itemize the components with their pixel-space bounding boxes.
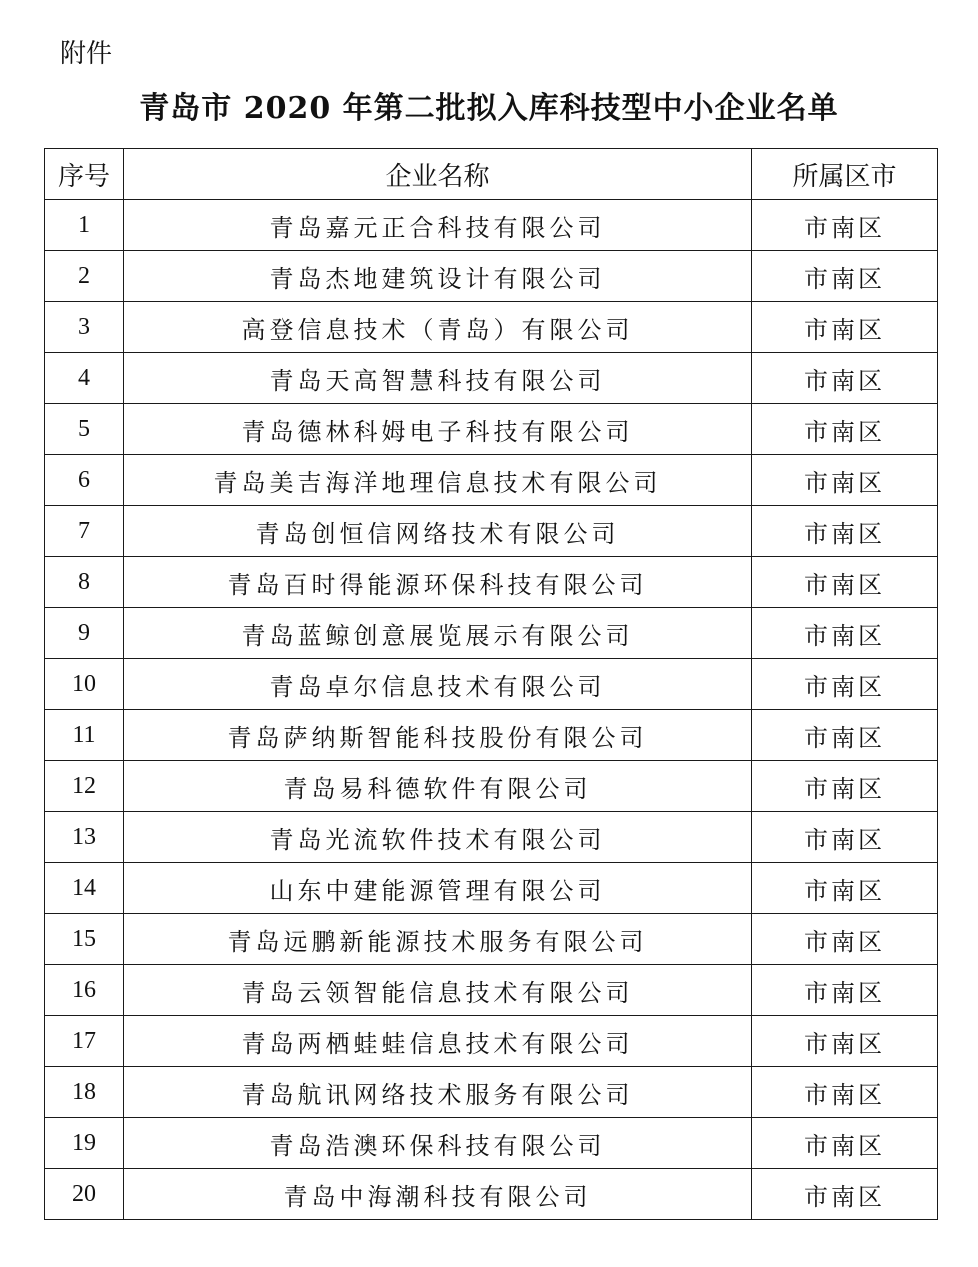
district-cell: 市南区	[752, 1067, 938, 1118]
company-name-cell: 青岛创恒信网络技术有限公司	[124, 506, 752, 557]
company-name-cell: 青岛天高智慧科技有限公司	[124, 353, 752, 404]
serial-number-cell: 6	[45, 455, 124, 506]
table-row	[45, 659, 938, 710]
company-name-cell: 青岛远鹏新能源技术服务有限公司	[124, 914, 752, 965]
serial-number-cell: 20	[45, 1169, 124, 1220]
table-row	[45, 1016, 938, 1067]
serial-number-cell: 14	[45, 863, 124, 914]
company-name-cell: 青岛蓝鲸创意展览展示有限公司	[124, 608, 752, 659]
serial-number-cell: 4	[45, 353, 124, 404]
district-cell: 市南区	[752, 200, 938, 251]
district-cell: 市南区	[752, 251, 938, 302]
company-list-table	[44, 148, 938, 1220]
company-name-cell: 青岛两栖蛙蛙信息技术有限公司	[124, 1016, 752, 1067]
company-name-cell: 青岛易科德软件有限公司	[124, 761, 752, 812]
company-name-cell: 青岛光流软件技术有限公司	[124, 812, 752, 863]
attachment-label: 附件	[60, 39, 113, 69]
table-row	[45, 608, 938, 659]
company-name-cell: 青岛德林科姆电子科技有限公司	[124, 404, 752, 455]
serial-number-cell: 3	[45, 302, 124, 353]
table-row	[45, 965, 938, 1016]
serial-number-cell: 15	[45, 914, 124, 965]
company-name-cell: 青岛浩澳环保科技有限公司	[124, 1118, 752, 1169]
table-row	[45, 1067, 938, 1118]
document-title: 青岛市 2020 年第二批拟入库科技型中小企业名单	[139, 91, 839, 126]
district-cell: 市南区	[752, 1169, 938, 1220]
serial-number-cell: 13	[45, 812, 124, 863]
serial-number-cell: 10	[45, 659, 124, 710]
table-row	[45, 557, 938, 608]
company-name-cell: 高登信息技术（青岛）有限公司	[124, 302, 752, 353]
serial-number-cell: 16	[45, 965, 124, 1016]
company-name-cell: 青岛航讯网络技术服务有限公司	[124, 1067, 752, 1118]
table-row	[45, 914, 938, 965]
company-name-cell: 青岛中海潮科技有限公司	[124, 1169, 752, 1220]
district-cell: 市南区	[752, 965, 938, 1016]
table-row	[45, 863, 938, 914]
table-row	[45, 200, 938, 251]
district-cell: 市南区	[752, 302, 938, 353]
table-row	[45, 710, 938, 761]
serial-number-cell: 18	[45, 1067, 124, 1118]
serial-number-cell: 9	[45, 608, 124, 659]
serial-number-cell: 2	[45, 251, 124, 302]
serial-number-cell: 17	[45, 1016, 124, 1067]
serial-number-cell: 11	[45, 710, 124, 761]
serial-number-cell: 8	[45, 557, 124, 608]
serial-number-cell: 1	[45, 200, 124, 251]
table-header	[45, 149, 938, 200]
company-name-cell: 青岛嘉元正合科技有限公司	[124, 200, 752, 251]
company-name-cell: 青岛卓尔信息技术有限公司	[124, 659, 752, 710]
table-row	[45, 455, 938, 506]
district-cell: 市南区	[752, 557, 938, 608]
district-cell: 市南区	[752, 404, 938, 455]
table-row	[45, 251, 938, 302]
district-cell: 市南区	[752, 914, 938, 965]
table-row	[45, 761, 938, 812]
district-cell: 市南区	[752, 506, 938, 557]
district-cell: 市南区	[752, 1016, 938, 1067]
company-name-cell: 山东中建能源管理有限公司	[124, 863, 752, 914]
table-row	[45, 812, 938, 863]
district-cell: 市南区	[752, 863, 938, 914]
district-cell: 市南区	[752, 608, 938, 659]
company-name-cell: 青岛萨纳斯智能科技股份有限公司	[124, 710, 752, 761]
district-cell: 市南区	[752, 353, 938, 404]
district-cell: 市南区	[752, 1118, 938, 1169]
table-row	[45, 353, 938, 404]
district-cell: 市南区	[752, 455, 938, 506]
district-cell: 市南区	[752, 761, 938, 812]
header-company-name: 企业名称	[124, 149, 752, 200]
serial-number-cell: 5	[45, 404, 124, 455]
company-name-cell: 青岛杰地建筑设计有限公司	[124, 251, 752, 302]
header-row	[45, 149, 938, 200]
serial-number-cell: 19	[45, 1118, 124, 1169]
company-name-cell: 青岛美吉海洋地理信息技术有限公司	[124, 455, 752, 506]
serial-number-cell: 7	[45, 506, 124, 557]
district-cell: 市南区	[752, 812, 938, 863]
table-row	[45, 506, 938, 557]
district-cell: 市南区	[752, 659, 938, 710]
table-row	[45, 1169, 938, 1220]
table-body	[45, 200, 938, 1220]
header-serial-number: 序号	[45, 149, 124, 200]
serial-number-cell: 12	[45, 761, 124, 812]
table-row	[45, 302, 938, 353]
table-row	[45, 1118, 938, 1169]
table-row	[45, 404, 938, 455]
company-name-cell: 青岛云领智能信息技术有限公司	[124, 965, 752, 1016]
header-district: 所属区市	[752, 149, 938, 200]
company-name-cell: 青岛百时得能源环保科技有限公司	[124, 557, 752, 608]
district-cell: 市南区	[752, 710, 938, 761]
